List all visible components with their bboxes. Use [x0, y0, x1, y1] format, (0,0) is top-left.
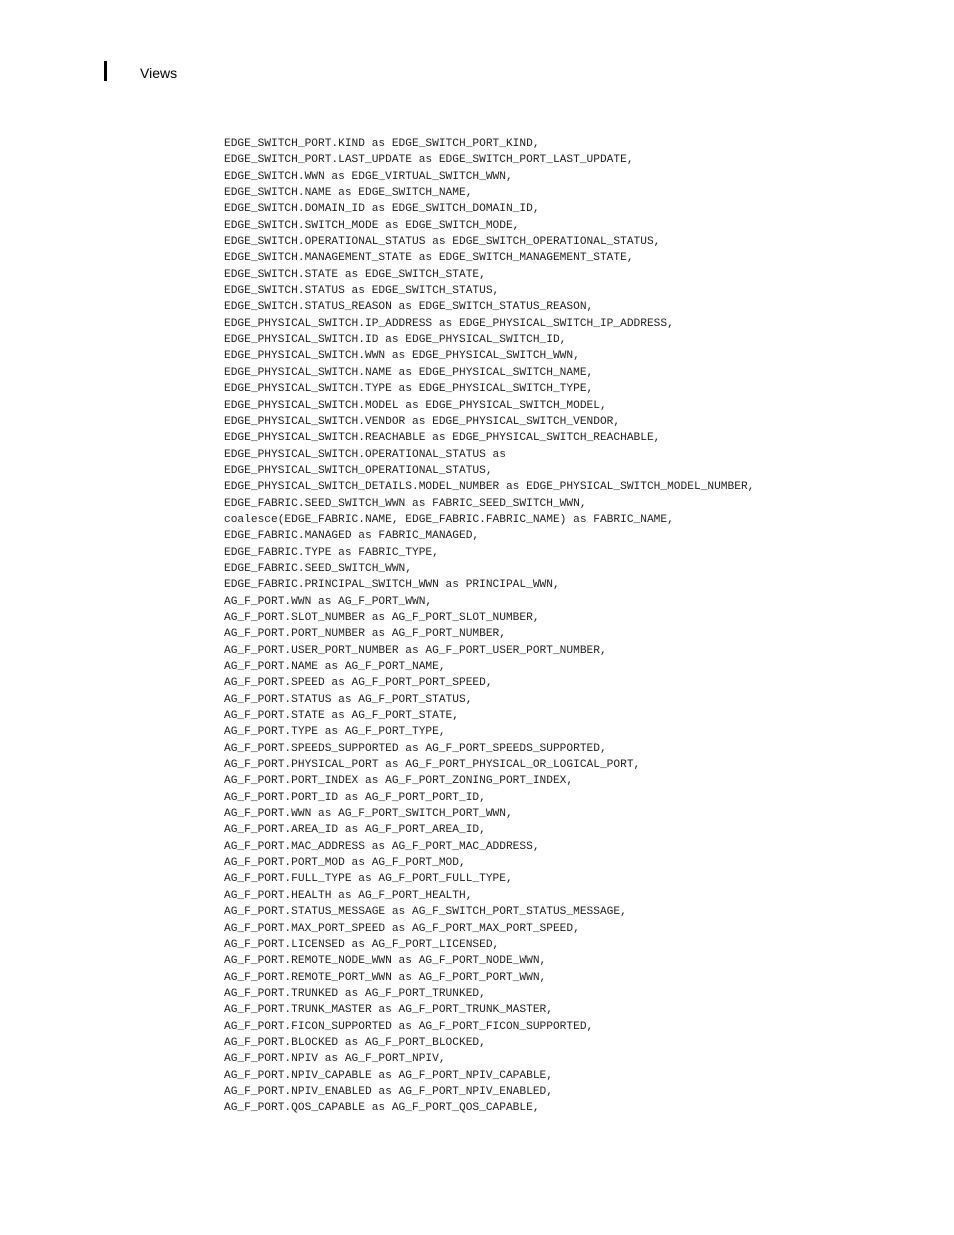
code-line: AG_F_PORT.STATE as AG_F_PORT_STATE, [224, 710, 459, 723]
code-line: EDGE_PHYSICAL_SWITCH.MODEL as EDGE_PHYSICAL_SWITCH_MODEL, [224, 399, 607, 412]
code-line: EDGE_SWITCH.STATUS_REASON as EDGE_SWITCH_STATUS_REASON, [224, 301, 594, 314]
code-line: EDGE_FABRIC.SEED_SWITCH_WWN, [224, 562, 412, 575]
code-line: AG_F_PORT.WWN as AG_F_PORT_SWITCH_PORT_WWN, [224, 808, 513, 821]
code-line: AG_F_PORT.PORT_INDEX as AG_F_PORT_ZONING_PORT_INDEX, [224, 775, 574, 788]
code-line: AG_F_PORT.PORT_NUMBER as AG_F_PORT_NUMBER, [224, 628, 506, 641]
code-line: AG_F_PORT.SPEEDS_SUPPORTED as AG_F_PORT_SPEEDS_SUPPORTED, [224, 742, 607, 755]
sql-code-block [224, 136, 754, 1117]
code-line: AG_F_PORT.PORT_MOD as AG_F_PORT_MOD, [224, 857, 466, 870]
code-line: EDGE_SWITCH.WWN as EDGE_VIRTUAL_SWITCH_WWN, [224, 170, 513, 183]
code-line: EDGE_SWITCH.MANAGEMENT_STATE as EDGE_SWITCH_MANAGEMENT_STATE, [224, 252, 634, 265]
code-line: EDGE_SWITCH.NAME as EDGE_SWITCH_NAME, [224, 187, 473, 200]
code-line: EDGE_PHYSICAL_SWITCH.OPERATIONAL_STATUS as [224, 448, 506, 461]
code-line: AG_F_PORT.USER_PORT_NUMBER as AG_F_PORT_USER_PORT_NUMBER, [224, 644, 607, 657]
code-line: AG_F_PORT.PORT_ID as AG_F_PORT_PORT_ID, [224, 791, 486, 804]
code-line: AG_F_PORT.SLOT_NUMBER as AG_F_PORT_SLOT_NUMBER, [224, 611, 540, 624]
code-line: EDGE_SWITCH.STATE as EDGE_SWITCH_STATE, [224, 268, 486, 281]
code-line: AG_F_PORT.TYPE as AG_F_PORT_TYPE, [224, 726, 446, 739]
code-line: AG_F_PORT.QOS_CAPABLE as AG_F_PORT_QOS_CAPABLE, [224, 1102, 540, 1115]
code-line: EDGE_PHYSICAL_SWITCH.REACHABLE as EDGE_PHYSICAL_SWITCH_REACHABLE, [224, 432, 661, 445]
code-line: AG_F_PORT.MAC_ADDRESS as AG_F_PORT_MAC_ADDRESS, [224, 840, 540, 853]
code-line: EDGE_SWITCH.SWITCH_MODE as EDGE_SWITCH_MODE, [224, 219, 520, 232]
code-line: EDGE_PHYSICAL_SWITCH.ID as EDGE_PHYSICAL_SWITCH_ID, [224, 334, 567, 347]
code-line: EDGE_PHYSICAL_SWITCH.WWN as EDGE_PHYSICAL_SWITCH_WWN, [224, 350, 580, 363]
code-line: AG_F_PORT.HEALTH as AG_F_PORT_HEALTH, [224, 889, 473, 902]
code-line: EDGE_PHYSICAL_SWITCH_DETAILS.MODEL_NUMBER as EDGE_PHYSICAL_SWITCH_MODEL_NUMBER, [224, 481, 755, 494]
code-line: AG_F_PORT.AREA_ID as AG_F_PORT_AREA_ID, [224, 824, 486, 837]
code-line: EDGE_PHYSICAL_SWITCH_OPERATIONAL_STATUS, [224, 464, 493, 477]
code-line: AG_F_PORT.BLOCKED as AG_F_PORT_BLOCKED, [224, 1036, 486, 1049]
page-header-title: Views [140, 65, 178, 81]
code-line: EDGE_PHYSICAL_SWITCH.IP_ADDRESS as EDGE_PHYSICAL_SWITCH_IP_ADDRESS, [224, 317, 674, 330]
code-line: EDGE_SWITCH_PORT.KIND as EDGE_SWITCH_PORT_KIND, [224, 138, 540, 150]
code-line: EDGE_PHYSICAL_SWITCH.NAME as EDGE_PHYSICAL_SWITCH_NAME, [224, 366, 594, 379]
code-line: EDGE_FABRIC.MANAGED as FABRIC_MANAGED, [224, 530, 480, 543]
code-line: AG_F_PORT.LICENSED as AG_F_PORT_LICENSED, [224, 938, 500, 951]
code-line: AG_F_PORT.NPIV as AG_F_PORT_NPIV, [224, 1053, 446, 1066]
code-line: EDGE_PHYSICAL_SWITCH.VENDOR as EDGE_PHYSICAL_SWITCH_VENDOR, [224, 415, 621, 428]
code-line: AG_F_PORT.NPIV_CAPABLE as AG_F_PORT_NPIV_CAPABLE, [224, 1069, 553, 1082]
code-line: EDGE_PHYSICAL_SWITCH.TYPE as EDGE_PHYSICAL_SWITCH_TYPE, [224, 383, 594, 396]
code-line: AG_F_PORT.REMOTE_NODE_WWN as AG_F_PORT_NODE_WWN, [224, 955, 547, 968]
code-line: EDGE_SWITCH_PORT.LAST_UPDATE as EDGE_SWITCH_PORT_LAST_UPDATE, [224, 154, 634, 167]
code-line: AG_F_PORT.PHYSICAL_PORT as AG_F_PORT_PHYSICAL_OR_LOGICAL_PORT, [224, 759, 641, 772]
code-line: AG_F_PORT.NAME as AG_F_PORT_NAME, [224, 661, 446, 673]
code-line: EDGE_SWITCH.STATUS as EDGE_SWITCH_STATUS, [224, 285, 500, 298]
code-line: AG_F_PORT.TRUNK_MASTER as AG_F_PORT_TRUNK_MASTER, [224, 1004, 553, 1017]
code-line: AG_F_PORT.NPIV_ENABLED as AG_F_PORT_NPIV_ENABLED, [224, 1085, 553, 1098]
code-line: EDGE_SWITCH.OPERATIONAL_STATUS as EDGE_SWITCH_OPERATIONAL_STATUS, [224, 236, 661, 249]
code-line: AG_F_PORT.TRUNKED as AG_F_PORT_TRUNKED, [224, 987, 486, 1000]
code-line: AG_F_PORT.FULL_TYPE as AG_F_PORT_FULL_TYPE, [224, 873, 513, 886]
code-line: AG_F_PORT.REMOTE_PORT_WWN as AG_F_PORT_PORT_WWN, [224, 971, 547, 984]
code-line: AG_F_PORT.STATUS_MESSAGE as AG_F_SWITCH_PORT_STATUS_MESSAGE, [224, 906, 627, 919]
header-rule [104, 61, 107, 81]
code-line: AG_F_PORT.FICON_SUPPORTED as AG_F_PORT_FICON_SUPPORTED, [224, 1020, 594, 1033]
code-line: EDGE_FABRIC.PRINCIPAL_SWITCH_WWN as PRINCIPAL_WWN, [224, 579, 560, 592]
code-line: EDGE_FABRIC.TYPE as FABRIC_TYPE, [224, 546, 439, 559]
code-line: coalesce(EDGE_FABRIC.NAME, EDGE_FABRIC.FABRIC_NAME) as FABRIC_NAME, [224, 513, 674, 526]
code-line: EDGE_FABRIC.SEED_SWITCH_WWN as FABRIC_SEED_SWITCH_WWN, [224, 497, 587, 510]
code-line: EDGE_SWITCH.DOMAIN_ID as EDGE_SWITCH_DOMAIN_ID, [224, 203, 540, 216]
code-line: AG_F_PORT.STATUS as AG_F_PORT_STATUS, [224, 693, 473, 706]
code-line: AG_F_PORT.SPEED as AG_F_PORT_PORT_SPEED, [224, 677, 493, 690]
code-line: AG_F_PORT.MAX_PORT_SPEED as AG_F_PORT_MAX_PORT_SPEED, [224, 922, 580, 935]
code-line: AG_F_PORT.WWN as AG_F_PORT_WWN, [224, 595, 433, 608]
